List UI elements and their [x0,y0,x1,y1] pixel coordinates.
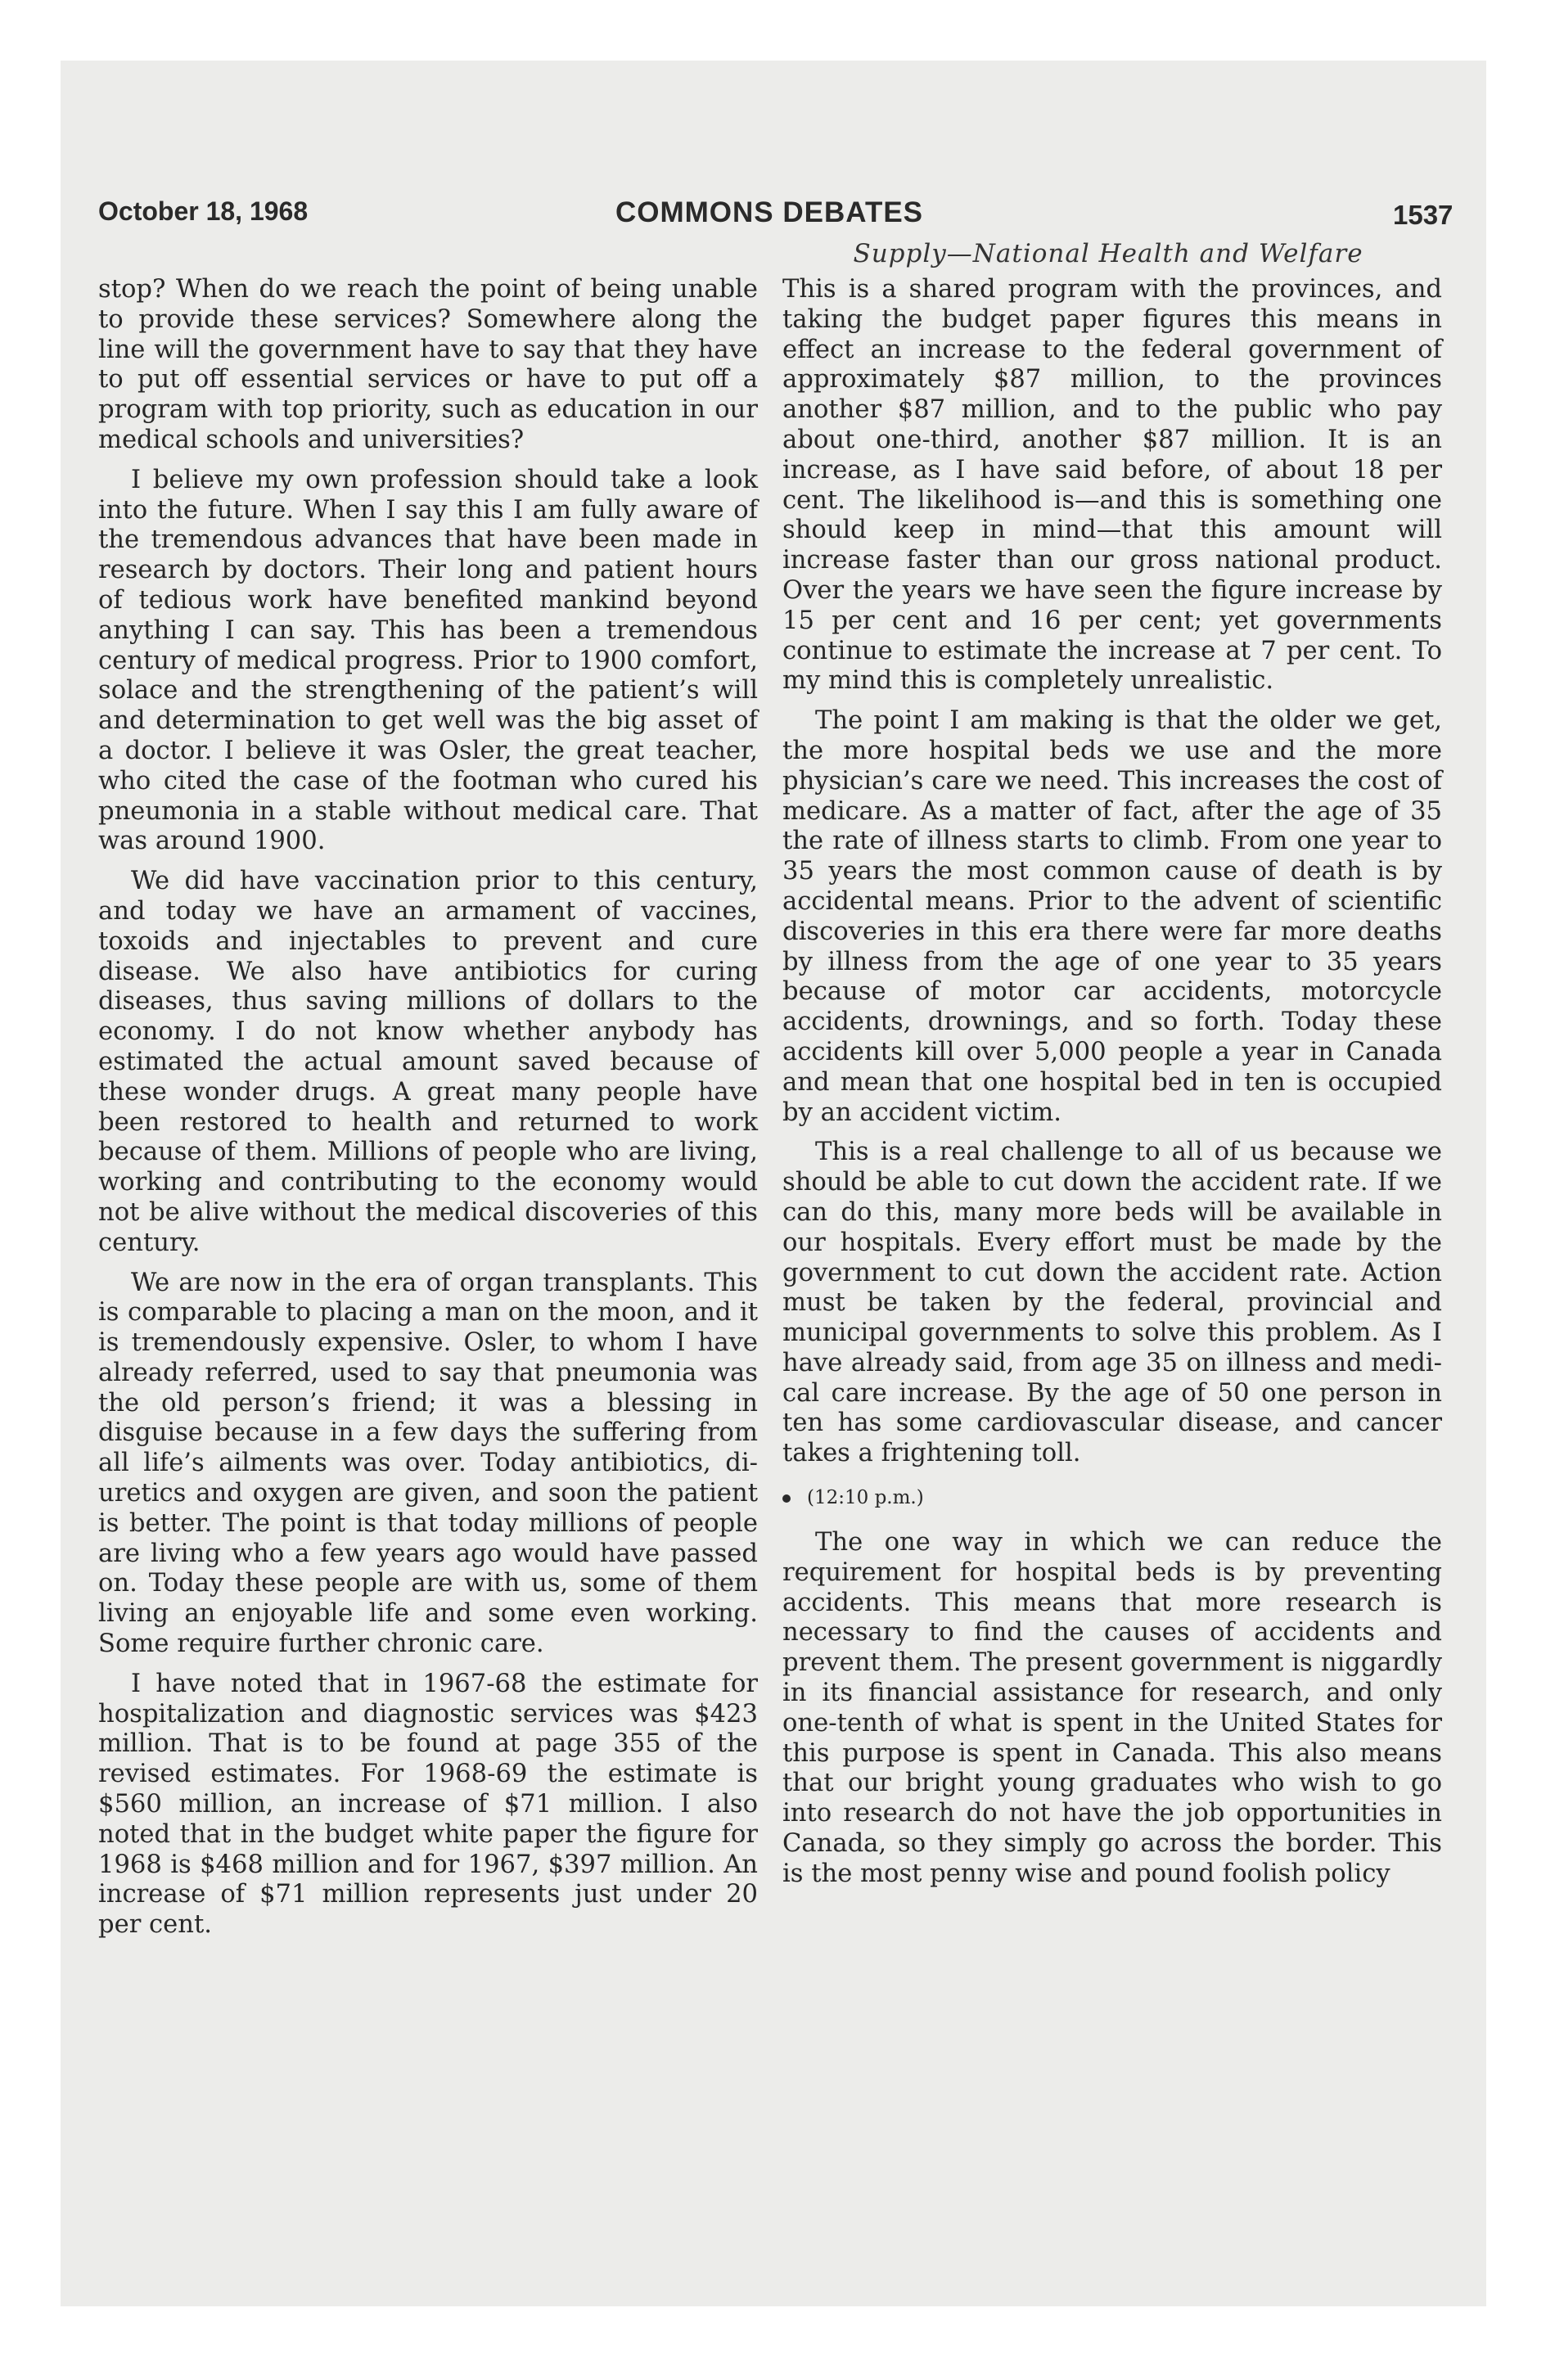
page-header [0,196,1546,246]
timestamp [782,1485,1442,1510]
header-date: October 18, 1968 [98,196,309,226]
header-title: COMMONS DEBATES [615,196,924,228]
section-heading: Supply—National Health and Welfare [853,239,1363,268]
paragraph: stop? When do we reach the point of being unable to provide these services? Somewhere along the line will the government have to say that they have to put off essential services or have to put off a program with top priority, such as education in our medical schools and universities? [98,275,758,454]
page-number: 1537 [1393,200,1454,230]
paragraph: This is a shared program with the provinces, and taking the budget paper figures this means in effect an increase to the federal government of approximately $87 million, to the provinces another $87 million, and to the public who pay about one-third, another $87 million. It is an increase, as I have said before, of about 18 per cent. The likelihood is—and this is something one should keep in mind—that this amount will increase faster than our gross national product. Over the years we have seen the figure increase by 15 per cent and 16 per cent; yet governments continue to estimate the increase at 7 per cent. To my mind this is completely unrealistic. [782,275,1442,696]
paragraph: I have noted that in 1967-68 the estimate for hospitalization and diagnostic services was $423 million. That is to be found at page 355 of the revised estimates. For 1968-69 the estimate is $560 million, an increase of $71 million. I also noted that in the budget white paper the figure for 1968 is $468 million and for 1967, $397 million. An increase of $71 million represents just under 20 per cent. [98,1669,758,1940]
paragraph: This is a real challenge to all of us because we should be able to cut down the accident rate. If we can do this, many more beds will be available in our hospitals. Every effort must be made by the government to cut down the accident rate. Action must be taken by the federal, provincial and municipal governments to solve this problem. As I have already said, from age 35 on illness and medical care increase. By the age of 50 one person in ten has some cardiovascular disease, and cancer takes a frightening toll. [782,1138,1442,1468]
timestamp-text: (12:10 p.m.) [807,1487,924,1509]
bullet-icon [782,1494,791,1503]
paragraph: The point I am making is that the older we get, the more hospital beds we use and the more physician’s care we need. This increases the cost of medicare. As a matter of fact, after the age of 35 the rate of illness starts to climb. From one year to 35 years the most common cause of death is by accidental means. Prior to the advent of scientific discoveries in this era there were far more deaths by illness from the age of one year to 35 years because of motor car accidents, motorcycle accidents, drownings, and so forth. Today these accidents kill over 5,000 people a year in Canada and mean that one hospital bed in ten is occupied by an accident victim. [782,706,1442,1127]
paragraph: I believe my own profession should take a look into the future. When I say this I am fully aware of the tremendous advances that have been made in research by doctors. Their long and patient hours of tedious work have benefited mankind beyond anything I can say. This has been a tremendous century of medical progress. Prior to 1900 comfort, solace and the strengthening of the patient’s will and determination to get well was the big asset of a doctor. I believe it was Osler, the great teacher, who cited the case of the footman who cured his pneumonia in a stable without medical care. That was around 1900. [98,465,758,856]
left-column [98,275,758,1950]
paragraph: We are now in the era of organ transplants. This is comparable to placing a man on the moon, and it is tremendously expensive. Osler, to whom I have already referred, used to say that pneumonia was the old person’s friend; it was a blessing in disguise because in a few days the suffering from all life’s ailments was over. Today antibiotics, diuretics and oxygen are given, and soon the patient is better. The point is that today millions of people are living who a few years ago would have passed on. Today these people are with us, some of them living an enjoyable life and some even working. Some require further chronic care. [98,1268,758,1659]
paragraph: We did have vaccination prior to this century, and today we have an armament of vaccines, toxoids and injectables to prevent and cure disease. We also have antibiotics for curing diseases, thus saving millions of dollars to the economy. I do not know whether anybody has estimated the actual amount saved because of these wonder drugs. A great many people have been restored to health and returned to work because of them. Millions of people who are living, working and contributing to the economy would not be alive without the medical discoveries of this century. [98,867,758,1257]
right-column [782,275,1442,1900]
paragraph: The one way in which we can reduce the requirement for hospital beds is by preventing accidents. This means that more research is necessary to find the causes of accidents and prevent them. The present government is niggardly in its financial assistance for research, and only one-tenth of what is spent in the United States for this purpose is spent in Canada. This also means that our bright young graduates who wish to go into research do not have the job opportunities in Canada, so they simply go across the border. This is the most penny wise and pound foolish policy [782,1528,1442,1888]
